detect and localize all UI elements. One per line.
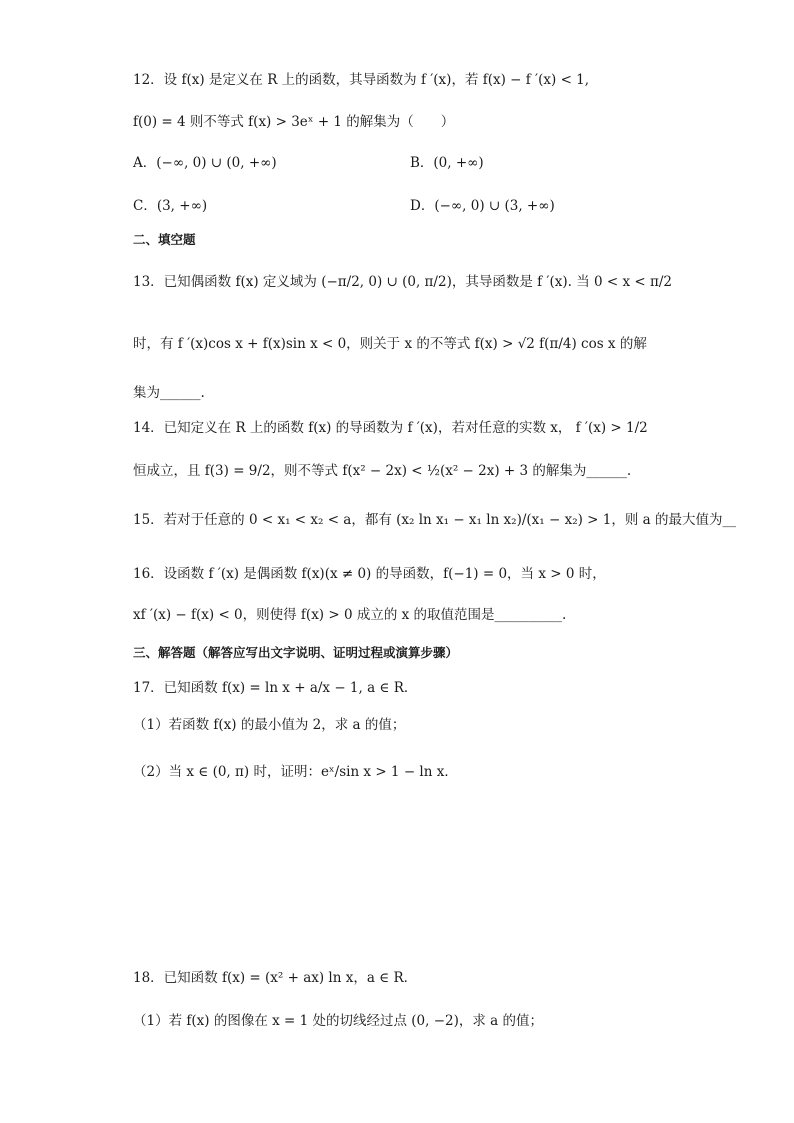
q12-option-b: B．(0, +∞) [410,155,484,171]
q15-line1: 15．若对于任意的 0 < x₁ < x₂ < a，都有 (x₂ ln x₁ − x₁ ln x₂)/(x₁ − x₂) > 1，则 a 的最大值为__ [133,512,736,528]
q12-option-a: A．(−∞, 0) ∪ (0, +∞) [133,155,277,171]
q18-stem: 18．已知函数 f(x) = (x² + ax) ln x，a ∈ R． [133,970,418,986]
q13-line1: 13．已知偶函数 f(x) 定义域为 (−π/2, 0) ∪ (0, π/2)，其导函数是 f ′(x). 当 0 < x < π/2 [133,274,672,290]
q12-stem-line1: 12．设 f(x) 是定义在 R 上的函数，其导函数为 f ′(x)，若 f(x) − f ′(x) < 1, [133,72,590,88]
q12-stem-line2: f(0) = 4 则不等式 f(x) > 3eˣ + 1 的解集为（ ） [133,114,455,130]
q16-line2: xf ′(x) − f(x) < 0，则使得 f(x) > 0 成立的 x 的取值范围是__________. [133,607,567,623]
q14-line1: 14．已知定义在 R 上的函数 f(x) 的导函数为 f ′(x)，若对任意的实数 x， f ′(x) > 1/2 [133,420,648,436]
q17-part1: （1）若函数 f(x) 的最小值为 2，求 a 的值； [133,717,406,733]
q18-part1: （1）若 f(x) 的图像在 x = 1 处的切线经过点 (0, −2)，求 a 的值； [133,1013,544,1029]
q13-line2: 时，有 f ′(x)cos x + f(x)sin x < 0，则关于 x 的不等式 f(x) > √2 f(π/4) cos x 的解 [133,336,647,352]
q17-stem: 17．已知函数 f(x) = ln x + a/x − 1, a ∈ R． [133,680,418,696]
q14-line2: 恒成立，且 f(3) = 9/2，则不等式 f(x² − 2x) < ½(x² − 2x) + 3 的解集为______. [133,463,632,479]
q13-line3: 集为______. [133,385,205,401]
section-fill-in-heading: 二、填空题 [133,232,196,247]
q12-option-c: C．(3, +∞) [133,198,208,214]
q12-option-d: D．(−∞, 0) ∪ (3, +∞) [410,198,555,214]
section-solution-heading: 三、解答题（解答应写出文字说明、证明过程或演算步骤） [133,645,459,660]
q17-part2: （2）当 x ∈ (0, π) 时，证明：eˣ/sin x > 1 − ln x． [133,764,458,780]
q16-line1: 16．设函数 f ′(x) 是偶函数 f(x)(x ≠ 0) 的导函数，f(−1) = 0，当 x > 0 时， [133,566,606,582]
